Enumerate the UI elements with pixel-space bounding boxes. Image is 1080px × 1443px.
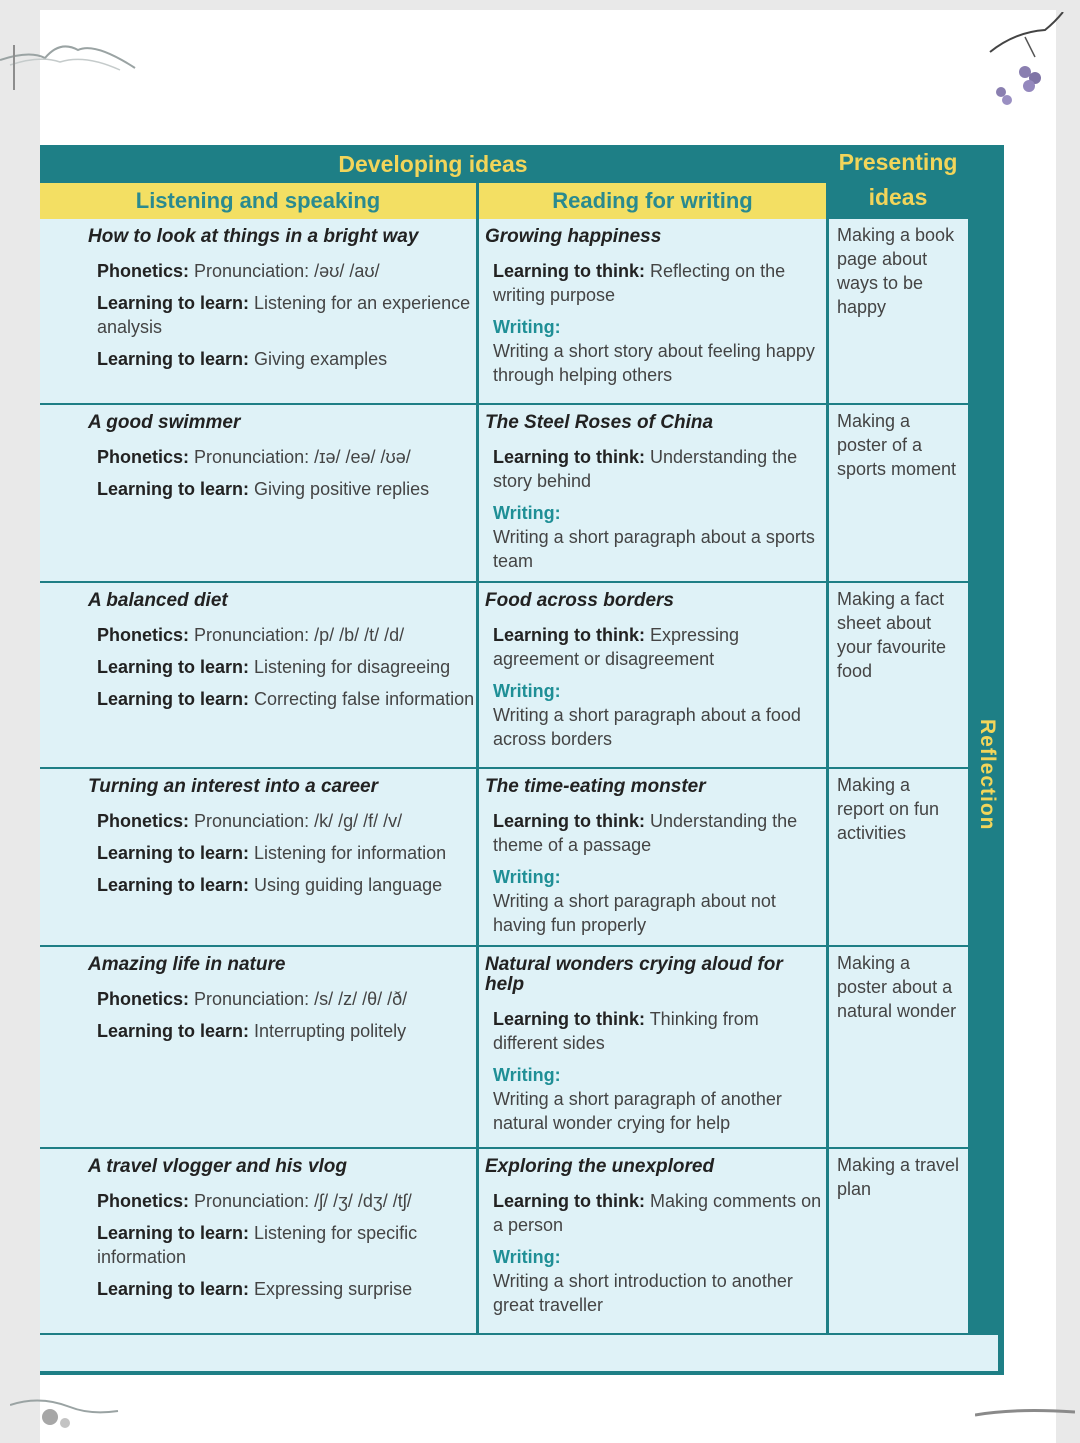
skill-item <box>97 841 476 865</box>
reading-title: Growing happiness <box>485 226 662 247</box>
writing-text: Writing a short paragraph about a food across borders <box>493 705 801 749</box>
think-text: Making comments on a person <box>493 1191 822 1235</box>
skill-text: Giving examples <box>254 349 388 369</box>
skill-text: Listening for an experience analysis <box>97 293 471 337</box>
table-row <box>40 769 968 945</box>
skill-item <box>97 687 476 711</box>
skill-text: Pronunciation: /s/ /z/ /θ/ /ð/ <box>194 989 408 1009</box>
skill-item <box>97 809 476 833</box>
skill-item <box>97 445 476 469</box>
think-text: Reflecting on the writing purpose <box>493 261 786 305</box>
skill-label: Phonetics: <box>97 447 190 467</box>
skill-text: Correcting false information <box>254 689 475 709</box>
unit-title: A good swimmer <box>88 412 241 433</box>
skill-item <box>97 1277 476 1301</box>
skill-item <box>97 347 476 371</box>
listening-cell <box>40 583 476 767</box>
skill-label: Learning to learn: <box>97 293 250 313</box>
skill-label: Phonetics: <box>97 1191 190 1211</box>
think-text: Understanding the theme of a passage <box>493 811 798 855</box>
skill-label: Learning to learn: <box>97 843 250 863</box>
skill-label: Phonetics: <box>97 811 190 831</box>
listening-cell <box>40 219 476 403</box>
think-item <box>493 445 826 493</box>
reading-title: Exploring the unexplored <box>485 1156 715 1177</box>
unit-title: How to look at things in a bright way <box>88 226 419 247</box>
reading-cell <box>479 769 826 945</box>
reading-title: The Steel Roses of China <box>485 412 714 433</box>
reading-cell <box>479 947 826 1147</box>
unit-title: Amazing life in nature <box>88 954 286 975</box>
header-presenting-ideas: Presenting ideas <box>838 149 958 210</box>
skill-text: Pronunciation: /p/ /b/ /t/ /d/ <box>194 625 405 645</box>
reading-cell <box>479 405 826 581</box>
unit-title: A balanced diet <box>88 590 228 611</box>
skill-label: Learning to learn: <box>97 1223 250 1243</box>
presenting-text: Making a report on fun activities <box>837 775 940 843</box>
think-item <box>493 1189 826 1237</box>
presenting-cell <box>829 1149 968 1333</box>
skill-label: Phonetics: <box>97 989 190 1009</box>
think-text: Understanding the story behind <box>493 447 798 491</box>
skill-text: Pronunciation: /ɪə/ /eə/ /ʊə/ <box>194 447 411 467</box>
think-label: Learning to think: <box>493 625 645 645</box>
writing-text: Writing a short paragraph about a sports team <box>493 527 815 571</box>
skill-label: Phonetics: <box>97 261 190 281</box>
presenting-text: Making a travel plan <box>837 1155 960 1199</box>
reading-title: The time-eating monster <box>485 776 706 797</box>
think-item <box>493 623 826 671</box>
header-reading-writing: Reading for writing <box>479 183 826 219</box>
table-row <box>40 947 968 1147</box>
presenting-cell <box>829 405 968 581</box>
reading-cell <box>479 583 826 767</box>
syllabus-table <box>40 145 1004 1375</box>
table-row <box>40 1149 968 1333</box>
writing-text: Writing a short paragraph about not having fun properly <box>493 891 776 935</box>
writing-label: Writing: <box>493 681 561 701</box>
skill-text: Listening for disagreeing <box>254 657 451 677</box>
presenting-cell <box>829 583 968 767</box>
presenting-cell <box>829 769 968 945</box>
table-row <box>40 583 968 767</box>
skill-label: Learning to learn: <box>97 875 250 895</box>
skill-item <box>97 623 476 647</box>
think-item <box>493 1007 826 1055</box>
presenting-text: Making a poster of a sports moment <box>837 411 957 479</box>
think-item <box>493 809 826 857</box>
writing-text: Writing a short paragraph of another natural wonder crying for help <box>493 1089 782 1133</box>
skill-text: Listening for specific information <box>97 1223 418 1267</box>
table-row <box>40 405 968 581</box>
listening-cell <box>40 947 476 1147</box>
skill-text: Listening for information <box>254 843 447 863</box>
skill-label: Phonetics: <box>97 625 190 645</box>
skill-item <box>97 259 476 283</box>
skill-item <box>97 477 476 501</box>
reading-title: Food across borders <box>485 590 674 611</box>
header-listening-speaking: Listening and speaking <box>40 183 476 219</box>
think-label: Learning to think: <box>493 261 645 281</box>
writing-text: Writing a short story about feeling happy through helping others <box>493 341 815 385</box>
skill-text: Pronunciation: /ʃ/ /ʒ/ /dʒ/ /tʃ/ <box>194 1191 412 1211</box>
skill-item <box>97 1221 476 1269</box>
skill-item <box>97 873 476 897</box>
header-developing-ideas: Developing ideas <box>338 150 528 177</box>
unit-title: A travel vlogger and his vlog <box>88 1156 348 1177</box>
skill-text: Interrupting politely <box>254 1021 407 1041</box>
writing-label: Writing: <box>493 317 561 337</box>
think-label: Learning to think: <box>493 1009 645 1029</box>
skill-item <box>97 987 476 1011</box>
skill-text: Pronunciation: /k/ /g/ /f/ /v/ <box>194 811 403 831</box>
reading-cell <box>479 219 826 403</box>
presenting-text: Making a book page about ways to be happy <box>837 225 955 317</box>
think-label: Learning to think: <box>493 811 645 831</box>
think-label: Learning to think: <box>493 1191 645 1211</box>
unit-title: Turning an interest into a career <box>88 776 379 797</box>
think-item <box>493 259 826 307</box>
writing-text: Writing a short introduction to another great traveller <box>493 1271 793 1315</box>
skill-text: Using guiding language <box>254 875 443 895</box>
think-label: Learning to think: <box>493 447 645 467</box>
skill-text: Pronunciation: /əʊ/ /aʊ/ <box>194 261 380 281</box>
listening-cell <box>40 1149 476 1333</box>
think-text: Thinking from different sides <box>493 1009 759 1053</box>
skill-text: Expressing surprise <box>254 1279 413 1299</box>
skill-text: Giving positive replies <box>254 479 430 499</box>
presenting-cell <box>829 947 968 1147</box>
writing-label: Writing: <box>493 867 561 887</box>
skill-label: Learning to learn: <box>97 689 250 709</box>
table-row <box>40 219 968 403</box>
reflection-label: Reflection <box>976 719 999 831</box>
listening-cell <box>40 769 476 945</box>
reading-title: Natural wonders crying aloud for help <box>485 954 783 995</box>
table-footer <box>40 1335 998 1371</box>
think-text: Expressing agreement or disagreement <box>493 625 740 669</box>
skill-item <box>97 1019 476 1043</box>
skill-label: Learning to learn: <box>97 657 250 677</box>
ink-grapes-icon <box>985 12 1065 112</box>
skill-item <box>97 655 476 679</box>
ink-brush-icon <box>975 1400 1075 1430</box>
writing-label: Writing: <box>493 1065 561 1085</box>
ink-mountain-icon <box>0 20 140 90</box>
reading-cell <box>479 1149 826 1333</box>
presenting-text: Making a fact sheet about your favourite food <box>837 589 947 681</box>
skill-item <box>97 291 476 339</box>
listening-cell <box>40 405 476 581</box>
skill-label: Learning to learn: <box>97 1021 250 1041</box>
skill-label: Learning to learn: <box>97 479 250 499</box>
writing-label: Writing: <box>493 1247 561 1267</box>
skill-label: Learning to learn: <box>97 1279 250 1299</box>
skill-item <box>97 1189 476 1213</box>
writing-label: Writing: <box>493 503 561 523</box>
ink-blot-icon <box>10 1375 120 1435</box>
skill-label: Learning to learn: <box>97 349 250 369</box>
presenting-text: Making a poster about a natural wonder <box>837 953 957 1021</box>
presenting-cell <box>829 219 968 403</box>
